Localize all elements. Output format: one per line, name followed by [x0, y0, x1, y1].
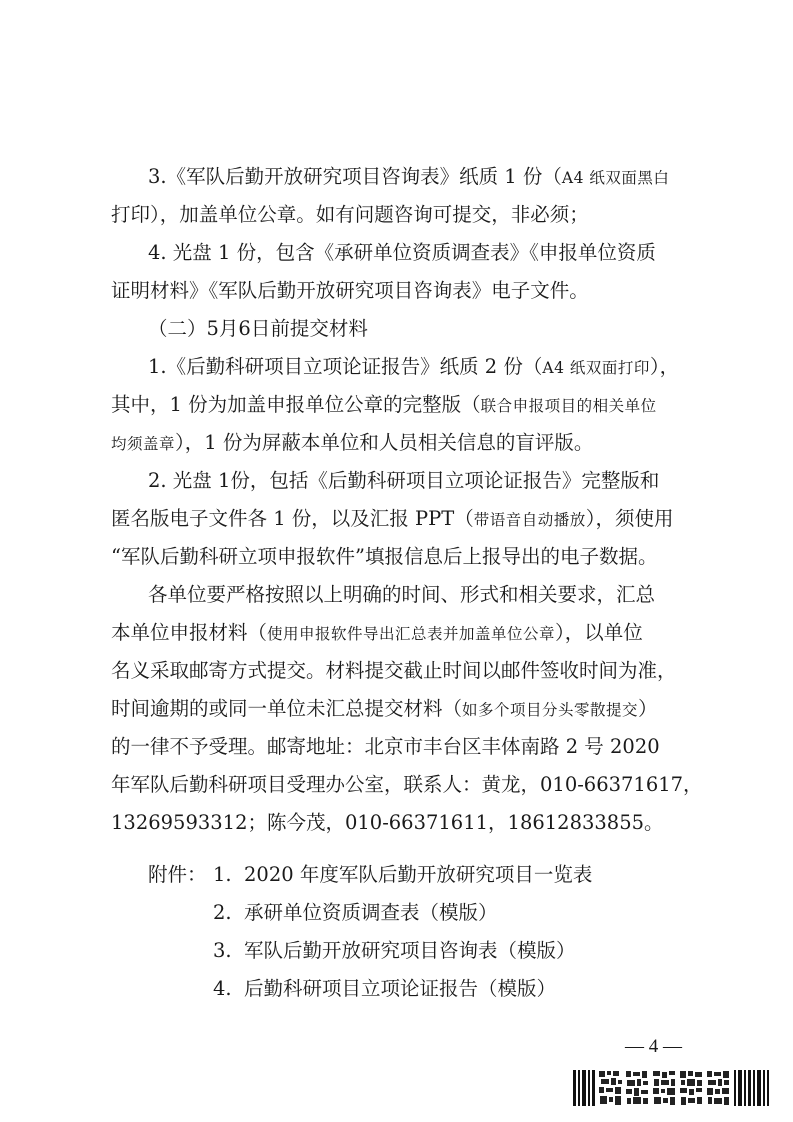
- text: 匿名版电子文件各 1 份，以及汇报 PPT（: [111, 507, 474, 530]
- body-line: [148, 467, 793, 496]
- text: “军队后勤科研立项申报软件”填报信息后上报导出的电子数据。: [111, 545, 658, 568]
- body-line: [111, 657, 793, 686]
- body-line: [111, 771, 793, 800]
- attachment-item: [213, 861, 793, 889]
- text: 各单位要严格按照以上明确的时间、形式和相关要求，汇总: [148, 583, 656, 606]
- text: 3. 军队后勤开放研究项目咨询表（模版）: [213, 939, 576, 962]
- text: 1.《后勤科研项目立项论证报告》纸质 2 份（: [148, 355, 543, 378]
- text: ），须使用: [585, 507, 674, 530]
- small-text: 带语音自动播放: [473, 511, 586, 529]
- section-heading: [148, 315, 793, 344]
- text: ，加盖单位公章。如有问题咨询可提交，非必须；: [159, 203, 589, 226]
- small-text: A4 纸双面打印: [542, 359, 650, 377]
- small-text: 联合申报项目的相关单位: [480, 397, 657, 415]
- body-line: [111, 201, 793, 230]
- text: 本单位申报材料（: [111, 621, 268, 644]
- text: （二）5月6日前提交材料: [148, 317, 368, 340]
- text: 2. 承研单位资质调查表（模版）: [213, 901, 498, 924]
- body-line: [148, 353, 793, 382]
- text: ），以单位: [555, 621, 643, 644]
- text: 1. 2020 年度军队后勤开放研究项目一览表: [213, 863, 593, 886]
- body-line: [111, 429, 793, 458]
- body-line: [111, 809, 793, 838]
- barcode-icon: [571, 1068, 771, 1108]
- body-line: [148, 239, 793, 268]
- text: 的一律不予受理。邮寄地址：北京市丰台区丰体南路 2 号 2020: [111, 735, 660, 758]
- small-text: 如多个项目分头零散提交: [462, 701, 639, 719]
- body-line: [111, 391, 793, 420]
- text: 13269593312；陈今茂，010-66371611，18612833855。: [111, 811, 664, 834]
- text: 年军队后勤科研项目受理办公室，联系人：黄龙，010-66371617，: [111, 773, 703, 796]
- attachment-item: [213, 899, 793, 927]
- text: 名义采取邮寄方式提交。材料提交截止时间以邮件签收时间为准，: [111, 659, 677, 682]
- body-line: [111, 277, 793, 306]
- text: 证明材料》《军队后勤开放研究项目咨询表》电子文件。: [111, 279, 589, 302]
- text: 其中，1 份为加盖申报单位公章的完整版（: [111, 393, 481, 416]
- body-line: [111, 619, 793, 648]
- body-line: [111, 733, 793, 762]
- text: ），1 份为屏蔽本单位和人员相关信息的盲评版。: [175, 431, 594, 454]
- text: 时间逾期的或同一单位未汇总提交材料（: [111, 697, 463, 720]
- text: ），: [649, 355, 680, 378]
- text: ）: [638, 697, 658, 720]
- small-text: A4 纸双面黑白: [561, 169, 670, 187]
- text: 3.《军队后勤开放研究项目咨询表》纸质 1 份（: [148, 165, 562, 188]
- text: 4. 光盘 1 份，包含《承研单位资质调查表》《申报单位资质: [148, 241, 656, 264]
- body-line: [111, 695, 793, 724]
- attachments-prefix: 附件：: [148, 863, 207, 886]
- attachment-item: [213, 937, 793, 965]
- text: 2. 光盘 1份，包括《后勤科研项目立项论证报告》完整版和: [148, 469, 660, 492]
- page-number: — 4 —: [625, 1036, 682, 1057]
- small-text: 使用申报软件导出汇总表并加盖单位公章: [267, 625, 556, 643]
- text: 4. 后勤科研项目立项论证报告（模版）: [213, 977, 557, 1000]
- body-line: [148, 163, 793, 192]
- body-line: [111, 505, 793, 534]
- small-text: 均须盖章: [111, 435, 176, 453]
- body-line: [148, 581, 793, 610]
- text: 打印）: [111, 203, 160, 226]
- body-line: [111, 543, 793, 572]
- attachment-item: [213, 975, 793, 1003]
